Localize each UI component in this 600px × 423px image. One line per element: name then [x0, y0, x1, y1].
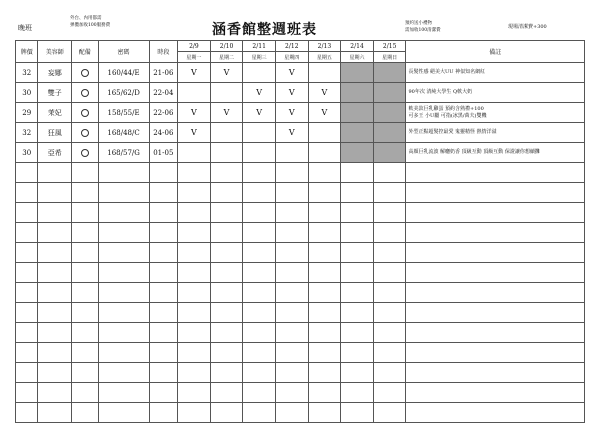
check-mark: V — [321, 88, 328, 97]
empty-cell — [243, 323, 276, 343]
day-cell — [243, 63, 276, 83]
table-row — [16, 123, 585, 143]
empty-cell — [373, 383, 406, 403]
day-cell — [178, 83, 211, 103]
empty-row — [16, 383, 585, 403]
empty-cell — [149, 303, 178, 323]
empty-cell — [210, 383, 243, 403]
empty-cell — [210, 163, 243, 183]
empty-cell — [341, 203, 374, 223]
empty-cell — [210, 323, 243, 343]
empty-cell — [406, 163, 585, 183]
empty-cell — [341, 383, 374, 403]
empty-cell — [308, 303, 341, 323]
empty-cell — [373, 283, 406, 303]
empty-cell — [16, 363, 38, 383]
empty-row — [16, 363, 585, 383]
empty-cell — [341, 283, 374, 303]
empty-cell — [341, 183, 374, 203]
empty-cell — [16, 183, 38, 203]
check-mark: V — [191, 128, 197, 137]
empty-cell — [308, 243, 341, 263]
empty-cell — [98, 163, 149, 183]
empty-cell — [243, 203, 276, 223]
date-header: 2/9 — [178, 41, 211, 52]
empty-cell — [149, 263, 178, 283]
day-cell — [210, 83, 243, 103]
day-cell — [178, 103, 211, 123]
empty-cell — [373, 163, 406, 183]
circle-icon — [81, 69, 89, 77]
weekday-header: 星期五 — [308, 52, 341, 63]
empty-cell — [275, 263, 308, 283]
empty-cell — [72, 183, 99, 203]
empty-cell — [373, 363, 406, 383]
notes-cell — [406, 103, 585, 123]
table-row — [16, 83, 585, 103]
empty-cell — [149, 223, 178, 243]
spec-cell — [72, 143, 99, 163]
notes-line: 90年次 清純大學生 Q軟大奶 — [408, 89, 473, 95]
empty-cell — [178, 363, 211, 383]
empty-cell — [38, 303, 72, 323]
col-header-stylist: 美容師 — [38, 41, 72, 63]
empty-cell — [178, 283, 211, 303]
empty-cell — [98, 223, 149, 243]
day-cell — [210, 143, 243, 163]
date-header: 2/14 — [341, 41, 374, 52]
empty-cell — [275, 203, 308, 223]
table-row — [16, 143, 585, 163]
spec-cell — [72, 83, 99, 103]
empty-cell — [341, 163, 374, 183]
empty-cell — [373, 243, 406, 263]
day-cell — [243, 123, 276, 143]
empty-cell — [178, 343, 211, 363]
empty-cell — [406, 383, 585, 403]
empty-cell — [210, 363, 243, 383]
empty-cell — [149, 203, 178, 223]
empty-cell — [178, 203, 211, 223]
empty-cell — [38, 243, 72, 263]
empty-cell — [149, 323, 178, 343]
empty-row — [16, 183, 585, 203]
day-cell — [275, 123, 308, 143]
price-cell: 29 — [16, 103, 38, 123]
empty-cell — [210, 223, 243, 243]
empty-cell — [38, 283, 72, 303]
day-cell — [341, 143, 374, 163]
notes-line: 高顏巨乳流波 解癮奶香 頂級互動 頂級互動 保證讓你想續攤 — [408, 149, 540, 155]
day-cell — [373, 123, 406, 143]
day-cell — [178, 123, 211, 143]
empty-cell — [243, 223, 276, 243]
check-mark: V — [223, 68, 230, 77]
empty-cell — [406, 363, 585, 383]
empty-cell — [178, 323, 211, 343]
empty-cell — [98, 263, 149, 283]
empty-cell — [243, 343, 276, 363]
day-cell — [373, 83, 406, 103]
empty-cell — [308, 263, 341, 283]
booking-note-line: 需加收100清潔費 — [405, 28, 441, 33]
notes-line: 可多王 小U屬 可指(冰黑/萬夫)雙機 — [408, 112, 487, 119]
empty-cell — [275, 303, 308, 323]
day-cell — [308, 63, 341, 83]
notes-cell — [406, 123, 585, 143]
empty-cell — [308, 283, 341, 303]
date-header: 2/13 — [308, 41, 341, 52]
day-cell — [308, 143, 341, 163]
empty-cell — [406, 283, 585, 303]
stylist-cell: 狂風 — [38, 123, 72, 143]
circle-icon — [81, 89, 89, 97]
booking-note — [405, 20, 441, 34]
empty-cell — [308, 343, 341, 363]
empty-row — [16, 283, 585, 303]
empty-row — [16, 223, 585, 243]
empty-cell — [16, 203, 38, 223]
empty-cell — [275, 223, 308, 243]
day-cell — [210, 103, 243, 123]
empty-cell — [72, 303, 99, 323]
code-cell: 160/44/E — [98, 63, 149, 83]
time-cell: 01-05 — [149, 143, 178, 163]
date-header: 2/11 — [243, 41, 276, 52]
empty-cell — [308, 383, 341, 403]
day-cell — [275, 63, 308, 83]
schedule-body — [16, 63, 585, 423]
empty-cell — [98, 323, 149, 343]
weekday-header: 星期四 — [275, 52, 308, 63]
empty-row — [16, 323, 585, 343]
empty-cell — [341, 243, 374, 263]
empty-cell — [72, 163, 99, 183]
col-header-code: 密碼 — [98, 41, 149, 63]
empty-cell — [308, 363, 341, 383]
day-cell — [341, 103, 374, 123]
day-cell — [373, 143, 406, 163]
empty-cell — [210, 183, 243, 203]
empty-cell — [373, 323, 406, 343]
empty-cell — [178, 383, 211, 403]
day-cell — [210, 63, 243, 83]
spec-cell — [72, 103, 99, 123]
day-cell — [275, 83, 308, 103]
empty-cell — [178, 243, 211, 263]
service-note — [70, 15, 110, 29]
empty-cell — [406, 303, 585, 323]
weekday-header: 星期一 — [178, 52, 211, 63]
weekday-header: 星期二 — [210, 52, 243, 63]
notes-line: 軟美款巨乳雞蛋 預約含熟禮+100 — [408, 105, 484, 112]
day-cell — [210, 123, 243, 143]
empty-cell — [98, 283, 149, 303]
empty-cell — [38, 343, 72, 363]
empty-cell — [16, 303, 38, 323]
empty-cell — [72, 323, 99, 343]
page-title: 涵香館整週班表 — [212, 22, 317, 38]
empty-cell — [308, 183, 341, 203]
empty-row — [16, 343, 585, 363]
spec-cell — [72, 123, 99, 143]
check-mark: V — [288, 128, 295, 137]
notes-line: 外型正點超髮控最愛 鬼靈精怪 熱情洋溢 — [408, 129, 497, 135]
circle-icon — [81, 149, 89, 157]
time-cell: 22-06 — [149, 103, 178, 123]
empty-cell — [275, 183, 308, 203]
empty-cell — [178, 303, 211, 323]
empty-cell — [406, 343, 585, 363]
empty-cell — [308, 223, 341, 243]
code-cell: 168/57/G — [98, 143, 149, 163]
circle-icon — [81, 109, 89, 117]
empty-cell — [149, 343, 178, 363]
time-cell: 21-06 — [149, 63, 178, 83]
empty-cell — [16, 283, 38, 303]
stylist-cell: 雙子 — [38, 83, 72, 103]
date-header: 2/12 — [275, 41, 308, 52]
empty-cell — [243, 283, 276, 303]
empty-row — [16, 243, 585, 263]
empty-cell — [38, 163, 72, 183]
empty-cell — [38, 183, 72, 203]
day-cell — [275, 103, 308, 123]
header-row-dates — [16, 41, 585, 52]
empty-cell — [38, 223, 72, 243]
day-cell — [308, 103, 341, 123]
empty-cell — [72, 343, 99, 363]
empty-cell — [98, 363, 149, 383]
notes-cell — [406, 143, 585, 163]
empty-row — [16, 263, 585, 283]
code-cell: 168/48/C — [98, 123, 149, 143]
empty-cell — [275, 283, 308, 303]
service-note-line: 外台、內用都需 — [70, 16, 102, 21]
stylist-cell: 亞希 — [38, 143, 72, 163]
weekday-header: 星期日 — [373, 52, 406, 63]
day-cell — [243, 143, 276, 163]
empty-cell — [373, 183, 406, 203]
empty-cell — [72, 383, 99, 403]
empty-cell — [243, 243, 276, 263]
empty-cell — [341, 363, 374, 383]
day-cell — [308, 123, 341, 143]
empty-cell — [16, 323, 38, 343]
empty-cell — [38, 263, 72, 283]
empty-cell — [38, 323, 72, 343]
empty-cell — [38, 203, 72, 223]
empty-cell — [72, 243, 99, 263]
empty-cell — [149, 363, 178, 383]
empty-cell — [210, 243, 243, 263]
day-cell — [341, 83, 374, 103]
empty-cell — [275, 163, 308, 183]
day-cell — [243, 103, 276, 123]
empty-cell — [178, 223, 211, 243]
date-header: 2/10 — [210, 41, 243, 52]
date-header: 2/15 — [373, 41, 406, 52]
col-header-notes: 備註 — [406, 41, 585, 63]
empty-cell — [98, 383, 149, 403]
empty-cell — [341, 343, 374, 363]
empty-cell — [275, 383, 308, 403]
empty-cell — [275, 243, 308, 263]
price-cell: 32 — [16, 123, 38, 143]
day-cell — [178, 143, 211, 163]
empty-cell — [308, 163, 341, 183]
empty-cell — [178, 263, 211, 283]
empty-cell — [308, 323, 341, 343]
col-header-time: 時段 — [149, 41, 178, 63]
check-mark: V — [288, 68, 295, 77]
empty-cell — [341, 323, 374, 343]
day-cell — [341, 123, 374, 143]
code-cell: 165/62/D — [98, 83, 149, 103]
empty-cell — [149, 383, 178, 403]
empty-cell — [406, 323, 585, 343]
empty-cell — [406, 243, 585, 263]
empty-cell — [98, 183, 149, 203]
empty-cell — [16, 223, 38, 243]
empty-cell — [149, 243, 178, 263]
cleaning-fee-note: 現場清潔費+300 — [508, 24, 547, 30]
booking-note-line: 預約送小禮物 — [405, 21, 432, 26]
empty-cell — [275, 363, 308, 383]
table-row — [16, 103, 585, 123]
price-cell: 30 — [16, 83, 38, 103]
empty-cell — [72, 223, 99, 243]
weekday-header: 星期六 — [341, 52, 374, 63]
check-mark: V — [191, 108, 197, 117]
empty-cell — [149, 283, 178, 303]
empty-row — [16, 163, 585, 183]
notes-cell — [406, 63, 585, 83]
check-mark: V — [256, 88, 263, 97]
empty-cell — [72, 263, 99, 283]
empty-cell — [38, 383, 72, 403]
empty-cell — [373, 223, 406, 243]
check-mark: V — [321, 108, 328, 117]
col-header-price: 牌價 — [16, 41, 38, 63]
check-mark: V — [256, 108, 263, 117]
empty-cell — [243, 183, 276, 203]
empty-cell — [243, 303, 276, 323]
schedule-table — [15, 40, 585, 423]
col-header-spec: 配備 — [72, 41, 99, 63]
check-mark: V — [223, 108, 230, 117]
notes-cell — [406, 83, 585, 103]
check-mark: V — [288, 88, 295, 97]
empty-cell — [210, 343, 243, 363]
price-cell: 32 — [16, 63, 38, 83]
empty-cell — [406, 183, 585, 203]
empty-cell — [38, 363, 72, 383]
spec-cell — [72, 63, 99, 83]
day-cell — [243, 83, 276, 103]
empty-cell — [178, 183, 211, 203]
empty-row — [16, 203, 585, 223]
empty-cell — [308, 203, 341, 223]
empty-cell — [373, 343, 406, 363]
empty-cell — [16, 263, 38, 283]
empty-cell — [275, 323, 308, 343]
day-cell — [373, 63, 406, 83]
stylist-cell: 茉妃 — [38, 103, 72, 123]
shift-label: 晚班 — [18, 24, 32, 32]
empty-cell — [210, 303, 243, 323]
price-cell: 30 — [16, 143, 38, 163]
empty-cell — [98, 203, 149, 223]
empty-cell — [243, 263, 276, 283]
empty-cell — [373, 263, 406, 283]
code-cell: 158/55/E — [98, 103, 149, 123]
day-cell — [178, 63, 211, 83]
empty-cell — [243, 383, 276, 403]
empty-cell — [178, 163, 211, 183]
empty-cell — [341, 223, 374, 243]
empty-cell — [98, 343, 149, 363]
empty-cell — [406, 263, 585, 283]
circle-icon — [81, 129, 89, 137]
empty-cell — [406, 203, 585, 223]
empty-row — [16, 303, 585, 323]
empty-cell — [243, 163, 276, 183]
time-cell: 24-06 — [149, 123, 178, 143]
weekday-header: 星期三 — [243, 52, 276, 63]
empty-cell — [16, 343, 38, 363]
empty-cell — [210, 283, 243, 303]
check-mark: V — [288, 108, 295, 117]
empty-cell — [149, 163, 178, 183]
empty-cell — [210, 263, 243, 283]
day-cell — [308, 83, 341, 103]
empty-cell — [149, 183, 178, 203]
day-cell — [341, 63, 374, 83]
table-row — [16, 63, 585, 83]
day-cell — [275, 143, 308, 163]
check-mark: V — [191, 68, 197, 77]
empty-cell — [72, 203, 99, 223]
empty-cell — [406, 223, 585, 243]
empty-cell — [72, 363, 99, 383]
empty-cell — [373, 303, 406, 323]
stylist-cell: 妄娜 — [38, 63, 72, 83]
empty-cell — [275, 343, 308, 363]
empty-cell — [373, 203, 406, 223]
empty-cell — [341, 303, 374, 323]
empty-cell — [98, 303, 149, 323]
service-note-line: 弹攬加收100服務費 — [70, 23, 111, 28]
time-cell: 22-04 — [149, 83, 178, 103]
empty-cell — [72, 283, 99, 303]
empty-cell — [16, 383, 38, 403]
empty-cell — [243, 363, 276, 383]
notes-line: 長髮性感 絕美大UU 神似知名網紅 — [408, 69, 486, 75]
day-cell — [373, 103, 406, 123]
empty-cell — [16, 243, 38, 263]
empty-cell — [210, 203, 243, 223]
empty-cell — [98, 243, 149, 263]
empty-cell — [341, 263, 374, 283]
empty-cell — [16, 163, 38, 183]
